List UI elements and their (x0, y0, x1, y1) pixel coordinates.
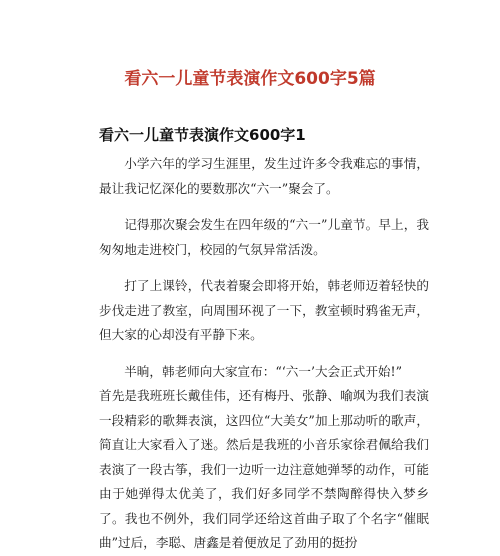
paragraph-3: 打了上课铃，代表着聚会即将开始，韩老师迈着轻快的步伐走进了教室，向周围环视了一下，教室顿时鸦雀无声，但大家的心却没有平静下来。 (99, 278, 429, 342)
section-title: 看六一儿童节表演作文600字1 (99, 126, 306, 144)
article-body (99, 152, 429, 556)
paragraph-1: 小学六年的学习生涯里，发生过许多令我难忘的事情，最让我记忆深化的要数那次“六一”聚会了。 (99, 156, 429, 196)
paragraph-5: 首先是我班班长戴佳伟，还有梅丹、张静、喻飒为我们表演一段精彩的歌舞表演，这四位“大美女”加上那动听的歌声，简直让大家看入了迷。然后是我班的小音乐家徐君佩给我们表演了一段古筝，我们一边听一边注意她弹琴的动作，可能由于她弹得太优美了，我们好多同学不禁陶醉得快入梦乡了。我也不例外，我们同学还给这首曲子取了个名字“催眠曲”过后，李聪、唐鑫是着便放足了劲用的挺扮 (99, 388, 429, 550)
paragraph-2: 记得那次聚会发生在四年级的“六一”儿童节。早上，我匆匆地走进校门，校园的气氛异常活泼。 (99, 217, 429, 257)
paragraph-4: 半晌，韩老师向大家宣布：“‘六一’大会正式开始!” (124, 363, 403, 379)
document-title: 看六一儿童节表演作文600字5篇 (124, 69, 376, 89)
